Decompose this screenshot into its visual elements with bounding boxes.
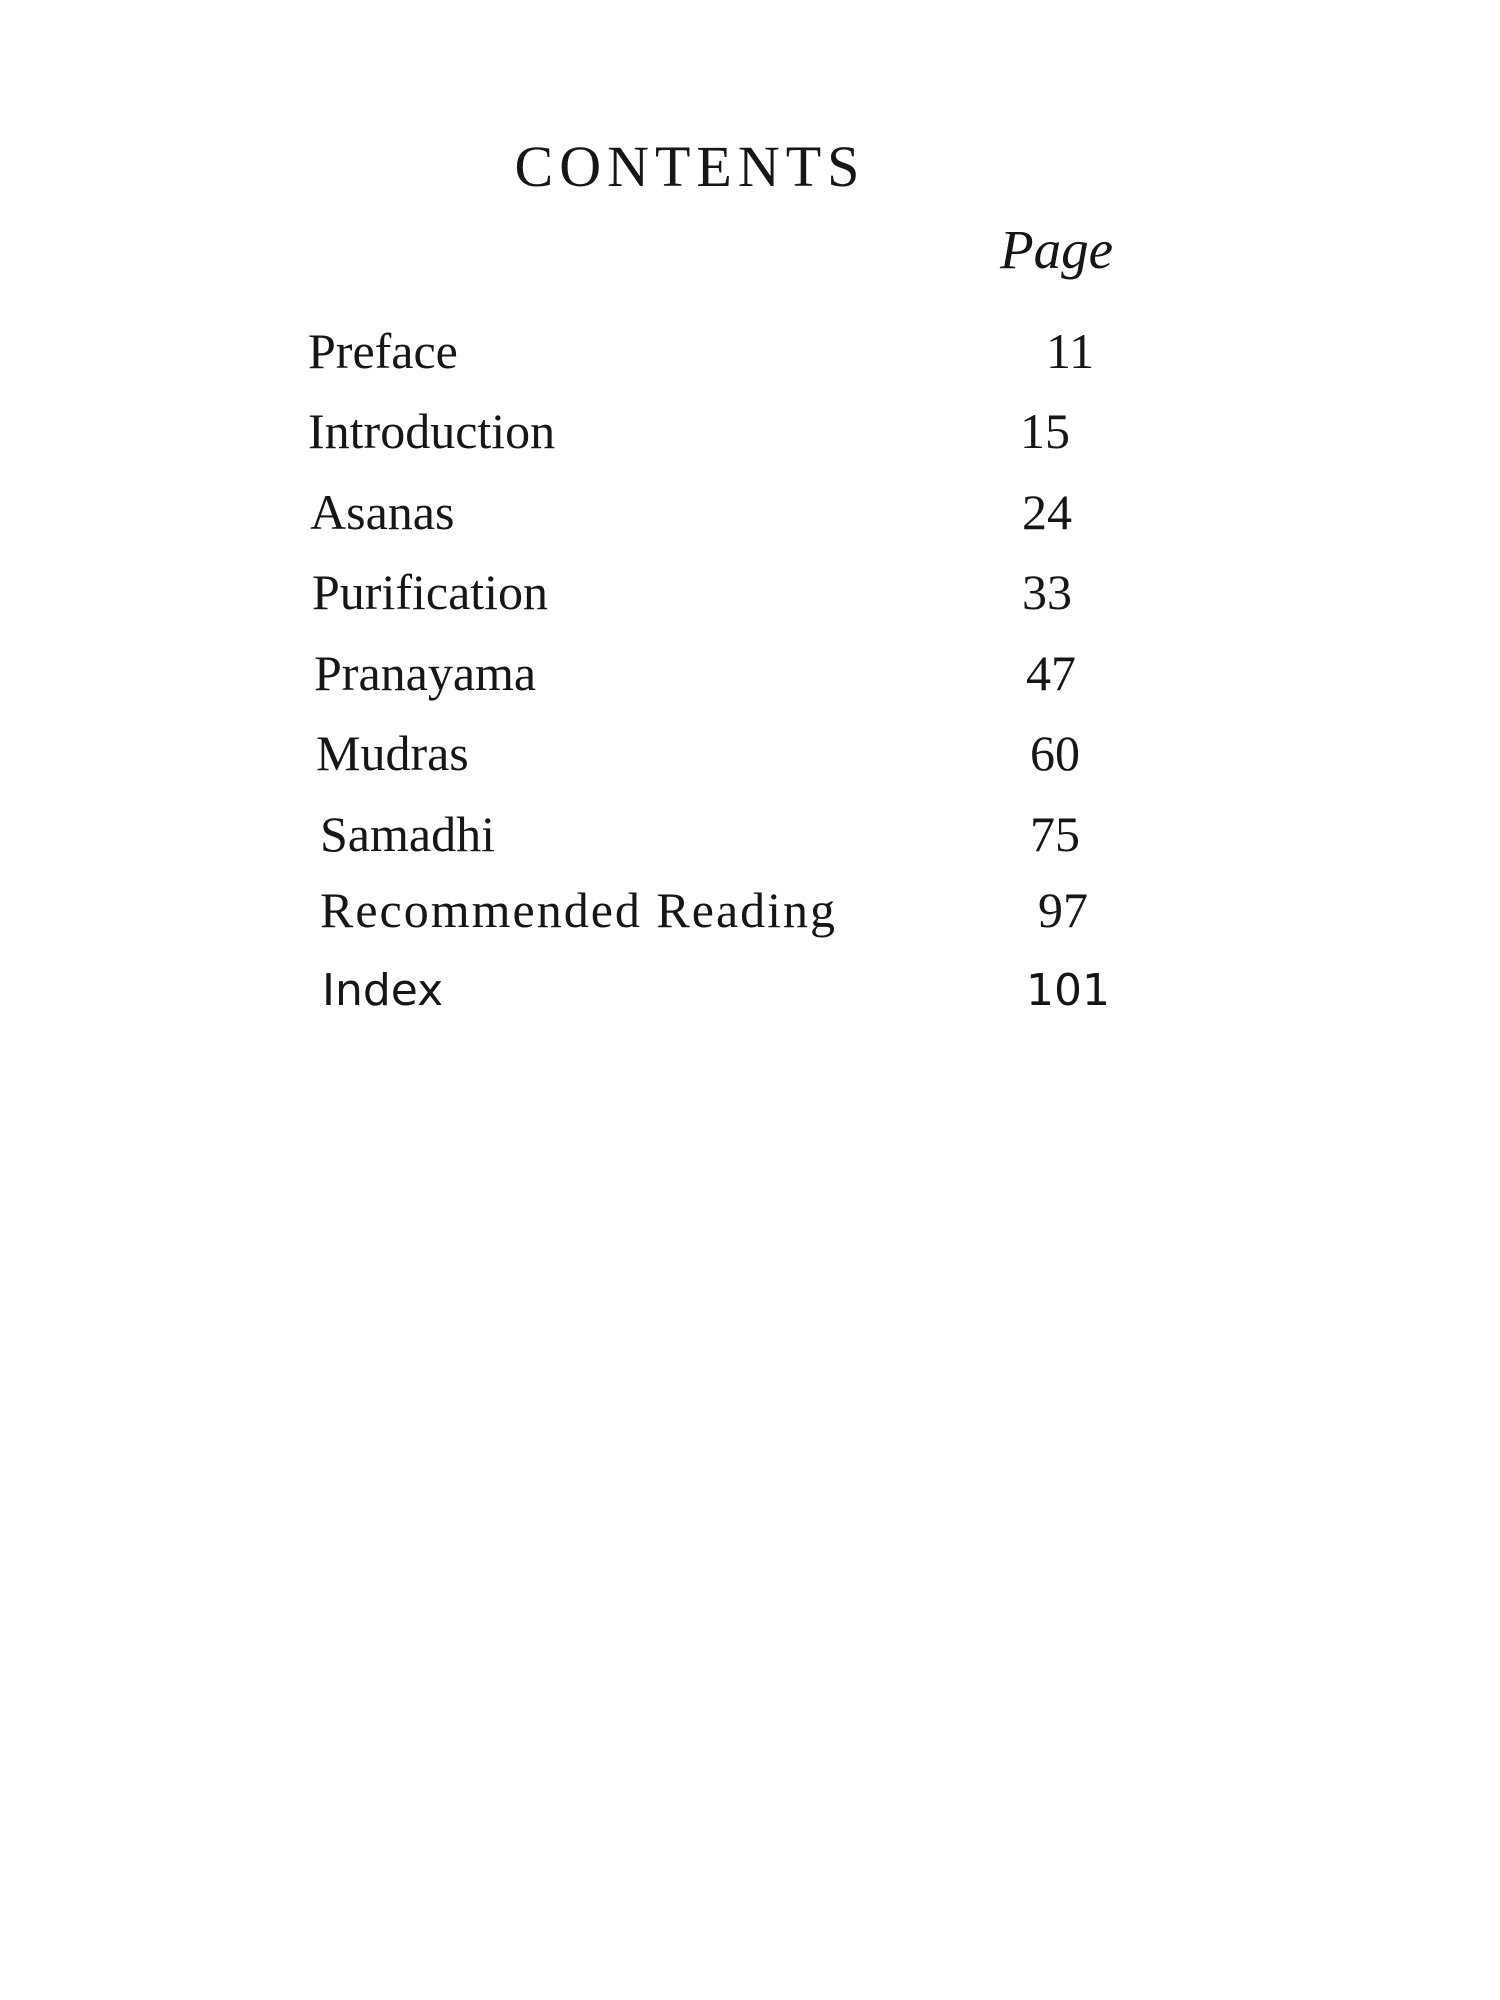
toc-entry-pranayama xyxy=(314,645,1414,728)
toc-entry-recommended-reading xyxy=(320,882,1420,965)
toc-entry-mudras xyxy=(316,725,1416,808)
toc-entry-samadhi xyxy=(320,806,1420,889)
toc-entry-label: Index xyxy=(322,965,444,1016)
toc-entry-label: Preface xyxy=(308,323,458,379)
toc-entry-page: 47 xyxy=(1026,645,1076,701)
toc-entry-purification xyxy=(312,564,1412,647)
toc-entry-label: Introduction xyxy=(308,403,556,459)
toc-entry-label: Samadhi xyxy=(320,806,495,862)
toc-entry-page: 75 xyxy=(1030,806,1080,862)
toc-entry-preface xyxy=(308,323,1408,406)
toc-entry-label: Pranayama xyxy=(314,645,537,701)
toc-entry-label: Purification xyxy=(312,564,549,620)
toc-entry-introduction xyxy=(308,403,1408,486)
toc-entry-page: 24 xyxy=(1022,484,1072,540)
toc-entry-page: 33 xyxy=(1022,564,1072,620)
toc-entry-index xyxy=(322,965,1422,1049)
page-title: CONTENTS xyxy=(514,134,866,199)
toc-entry-label: Asanas xyxy=(310,484,455,540)
toc-entry-page: 15 xyxy=(1020,403,1070,459)
toc-entry-label: Recommended Reading xyxy=(320,882,838,938)
toc-entry-page: 97 xyxy=(1038,882,1088,938)
toc-entry-label: Mudras xyxy=(316,725,469,781)
toc-entry-page: 60 xyxy=(1030,725,1080,781)
toc-entry-page: 101 xyxy=(1026,965,1110,1016)
toc-entry-page: 11 xyxy=(1046,323,1095,379)
toc-entry-asanas xyxy=(310,484,1410,567)
page-column-header: Page xyxy=(1000,219,1114,280)
